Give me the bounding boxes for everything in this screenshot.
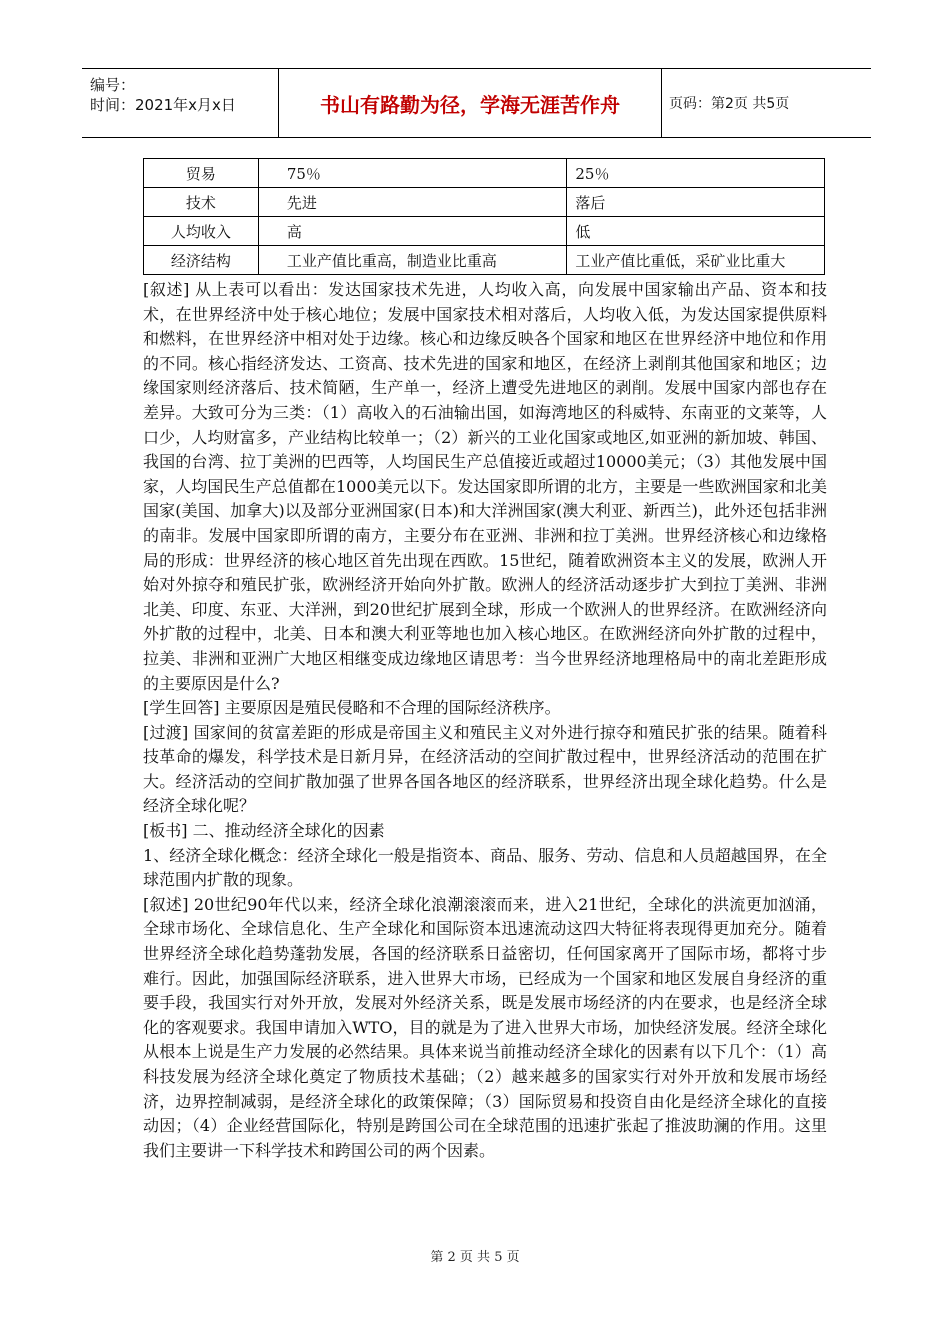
number-label: 编号： [90, 76, 136, 94]
table-row [144, 246, 825, 275]
table-cell: 落后 [567, 188, 825, 217]
header-page-info: 页码：第2页 共5页 [669, 96, 790, 112]
page-footer: 第 2 页 共 5 页 [430, 1250, 520, 1265]
table-cell: 75％ [258, 159, 567, 188]
body-text [143, 278, 827, 1163]
header-meta [82, 69, 279, 137]
paragraph-narration-2: [叙述] 20世纪90年代以来，经济全球化浪潮滚滚而来，进入21世纪，全球化的洪流更加汹涌，全球市场化、全球信息化、生产全球化和国际资本迅速流动这四大特征将表现得更加充分。随着世界经济全球化趋势蓬勃发展，各国的经济联系日益密切，任何国家离开了国际市场，都将寸步难行。因此，加强国际经济联系，进入世界大市场，已经成为一个国家和地区发展自身经济的重要手段，我国实行对外开放，发展对外经济关系，既是发展市场经济的内在要求，也是经济全球化的客观要求。我国申请加入WTO，目的就是为了进入世界大市场，加快经济发展。经济全球化从根本上说是生产力发展的必然结果。具体来说当前推动经济全球化的因素有以下几个：（1）高科技发展为经济全球化奠定了物质技术基础；（2）越来越多的国家实行对外开放和发展市场经济，边界控制减弱，是经济全球化的政策保障；（3）国际贸易和投资自由化是经济全球化的直接动因；（4）企业经营国际化，特别是跨国公司在全球范围的迅速扩张起了推波助澜的作用。这里我们主要讲一下科学技术和跨国公司的两个因素。 [143, 894, 827, 1160]
table-cell: 高 [258, 217, 567, 246]
table-cell: 工业产值比重低，采矿业比重大 [567, 246, 825, 275]
paragraph-concept: 1、经济全球化概念：经济全球化一般是指资本、商品、服务、劳动、信息和人员超越国界，在全球范围内扩散的现象。 [143, 845, 827, 890]
table-cell: 低 [567, 217, 825, 246]
table-cell: 工业产值比重高，制造业比重高 [258, 246, 567, 275]
time-label: 时间：2021年x月x日 [90, 96, 236, 114]
header-motto: 书山有路勤为径，学海无涯苦作舟 [279, 69, 662, 137]
paragraph-narration-1: [叙述] 从上表可以看出：发达国家技术先进，人均收入高，向发展中国家输出产品、资本和技术，在世界经济中处于核心地位；发展中国家技术相对落后，人均收入低，为发达国家提供原料和燃料，在世界经济中相对处于边缘。核心和边缘反映各个国家和地区在世界经济中地位和作用的不同。核心指经济发达、工资高、技术先进的国家和地区，在经济上剥削其他国家和地区；边缘国家则经济落后、技术简陋，生产单一，经济上遭受先进地区的剥削。发展中国家内部也存在差异。大致可分为三类：（1）高收入的石油输出国，如海湾地区的科威特、东南亚的文莱等，人口少，人均财富多，产业结构比较单一；（2）新兴的工业化国家或地区,如亚洲的新加坡、韩国、我国的台湾、拉丁美洲的巴西等，人均国民生产总值接近或超过10000美元；（3）其他发展中国家，人均国民生产总值都在1000美元以下。发达国家即所谓的北方，主要是一些欧洲国家和北美国家(美国、加拿大)以及部分亚洲国家(日本)和大洋洲国家(澳大利亚、新西兰)，此外还包括非洲的南非。发展中国家即所谓的南方，主要分布在亚洲、非洲和拉丁美洲。世界经济核心和边缘格局的形成：世界经济的核心地区首先出现在西欧。15世纪，随着欧洲资本主义的发展，欧洲人开始对外掠夺和殖民扩张，欧洲经济开始向外扩散。欧洲人的经济活动逐步扩大到拉丁美洲、非洲北美、印度、东亚、大洋洲，到20世纪扩展到全球，形成一个欧洲人的世界经济。在欧洲经济向外扩散的过程中，北美、日本和澳大利亚等地也加入核心地区。在欧洲经济向外扩散的过程中，拉美、非洲和亚洲广大地区相继变成边缘地区请思考：当今世界经济地理格局中的南北差距形成的主要原因是什么? [143, 280, 827, 693]
paragraph-student-answer: [学生回答] 主要原因是殖民侵略和不合理的国际经济秩序。 [143, 698, 561, 718]
table-cell: 人均收入 [144, 217, 259, 246]
table-cell: 技术 [144, 188, 259, 217]
table-cell: 25％ [567, 159, 825, 188]
table-cell: 贸易 [144, 159, 259, 188]
paragraph-board-heading: [板书] 二、推动经济全球化的因素 [143, 821, 385, 841]
table-row [144, 217, 825, 246]
table-cell: 先进 [258, 188, 567, 217]
paragraph-transition: [过渡] 国家间的贫富差距的形成是帝国主义和殖民主义对外进行掠夺和殖民扩张的结果。随着科技革命的爆发，科学技术是日新月异，在经济活动的空间扩散过程中，世界经济活动的范围在扩大。经济活动的空间扩散加强了世界各国各地区的经济联系，世界经济出现全球化趋势。什么是经济全球化呢？ [143, 722, 827, 816]
page-header [82, 68, 871, 138]
comparison-table [143, 158, 825, 275]
table-cell: 经济结构 [144, 246, 259, 275]
table-row [144, 188, 825, 217]
table-row [144, 159, 825, 188]
